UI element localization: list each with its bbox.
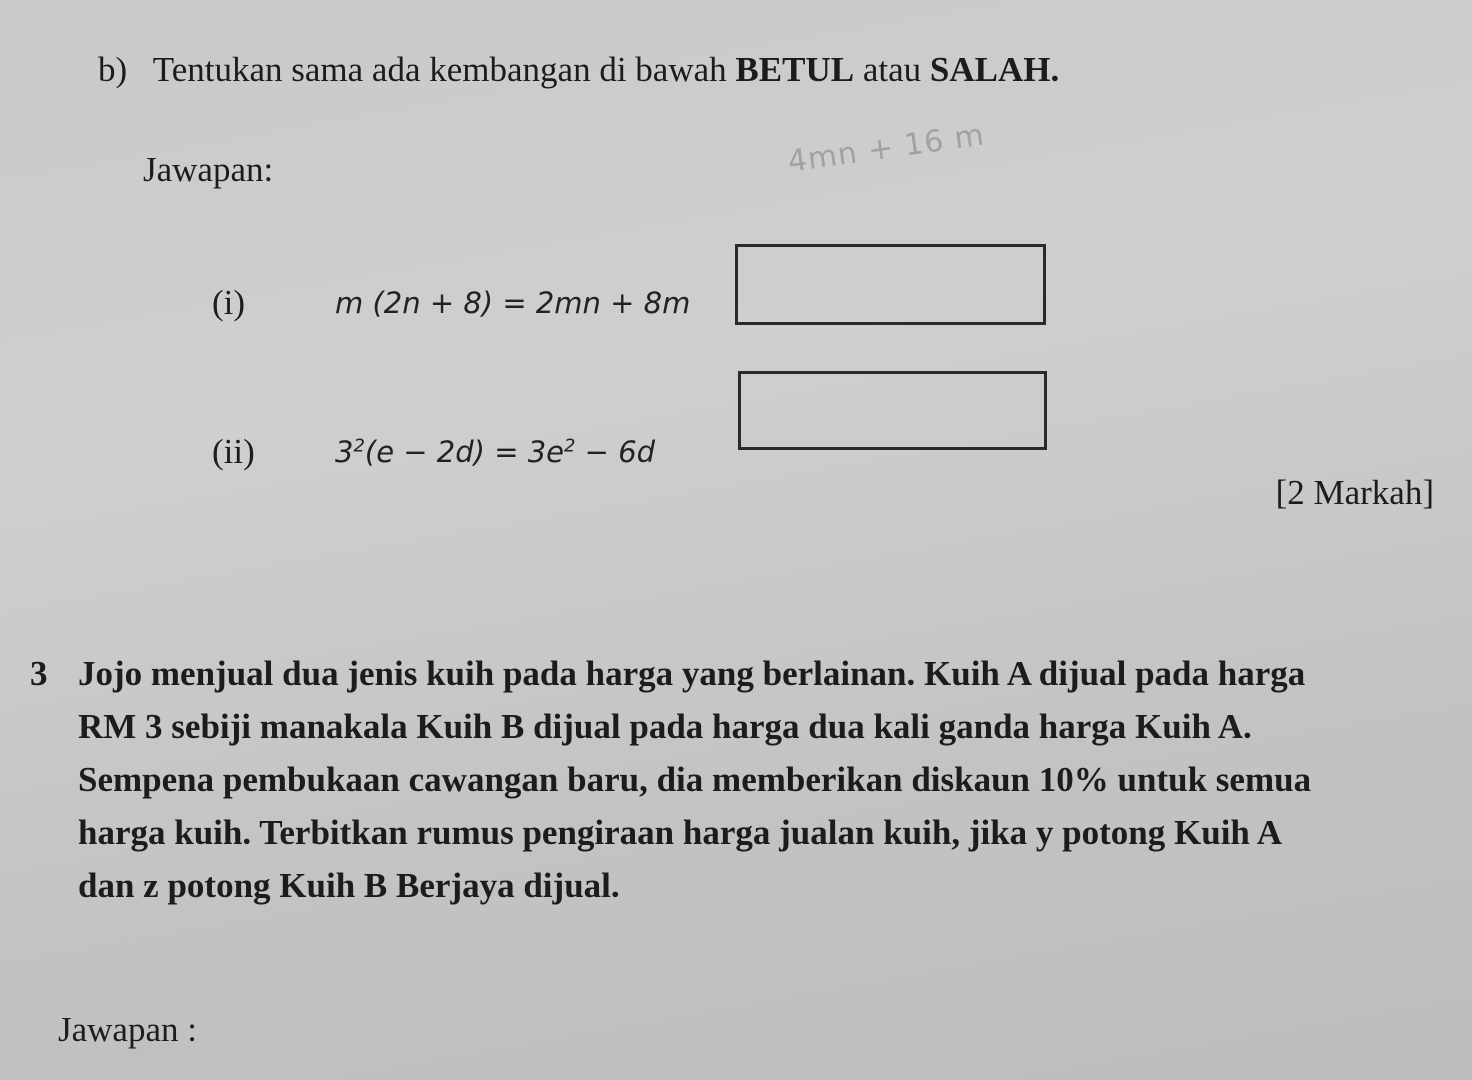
question-3-line: harga kuih. Terbitkan rumus pengiraan harga jualan kuih, jika y potong Kuih A	[78, 813, 1282, 852]
item-i-number: (i)	[212, 283, 246, 322]
item-i-answer-box[interactable]	[735, 244, 1046, 325]
item-ii-expression	[335, 435, 655, 469]
item-ii-exponent: 2	[353, 435, 365, 457]
instruction-false: SALAH	[929, 50, 1051, 89]
handwritten-note: 4mn + 16 m	[785, 117, 987, 180]
item-ii-exponent2: 2	[564, 435, 576, 457]
item-ii-answer-box[interactable]	[738, 371, 1047, 450]
item-i-expression: m (2n + 8) = 2mn + 8m	[335, 286, 691, 320]
item-ii-number: (ii)	[212, 432, 255, 471]
part-b-label: b)	[98, 50, 128, 89]
item-ii-base: 3	[335, 435, 354, 469]
question-3-text	[78, 647, 1438, 912]
instruction-mid: atau	[854, 50, 930, 89]
question-3-line: dan z potong Kuih B Berjaya dijual.	[78, 866, 620, 905]
part-b-instruction	[98, 50, 1059, 90]
part-b-answer-label: Jawapan:	[143, 150, 274, 189]
question-3-line: Sempena pembukaan cawangan baru, dia memberikan diskaun 10% untuk semua	[78, 760, 1312, 799]
item-ii-mid: (e − 2d) = 3e	[364, 435, 564, 469]
instruction-end: .	[1050, 50, 1060, 89]
question-3-line: RM 3 sebiji manakala Kuih B dijual pada harga dua kali ganda harga Kuih A.	[78, 707, 1252, 746]
instruction-text: Tentukan sama ada kembangan di bawah	[152, 50, 736, 89]
instruction-true: BETUL	[735, 50, 855, 89]
question-3-answer-label: Jawapan :	[58, 1010, 197, 1049]
question-3-line: Jojo menjual dua jenis kuih pada harga yang berlainan. Kuih A dijual pada harga	[78, 654, 1306, 693]
marks-label: [2 Markah]	[1275, 473, 1434, 512]
question-3-number: 3	[30, 654, 48, 693]
item-ii-end: − 6d	[575, 435, 656, 469]
